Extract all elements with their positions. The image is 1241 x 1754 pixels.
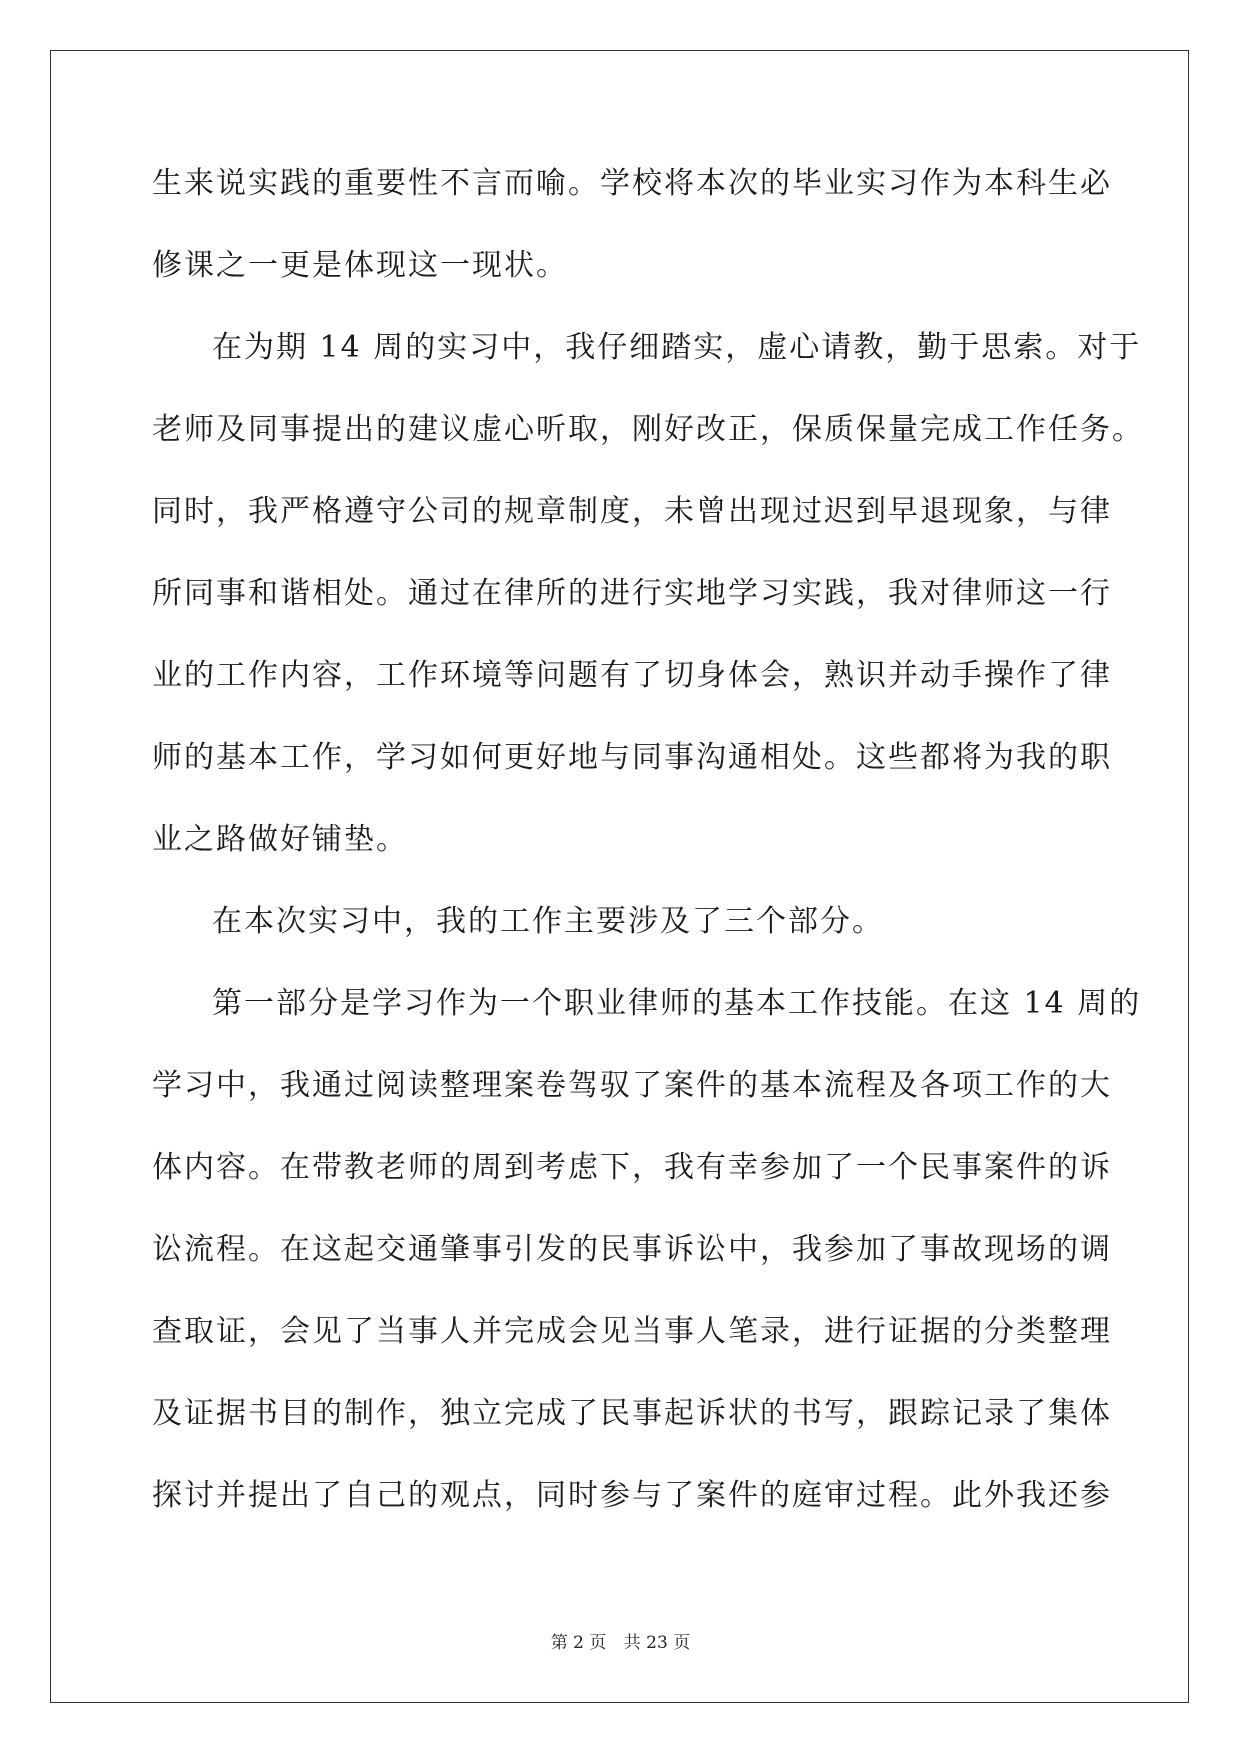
paragraph-start-line: 在为期 14 周的实习中，我仔细踏实，虚心请教，勤于思索。对于 [212,330,1142,365]
total-pages: 共 23 页 [623,1633,691,1653]
text-line: 修课之一更是体现这一现状。 [152,248,568,283]
document-body [152,164,1144,1558]
text-line: 老师及同事提出的建议虚心听取，刚好改正，保质保量完成工作任务。 [152,412,1144,447]
text-line: 讼流程。在这起交通肇事引发的民事诉讼中，我参加了事故现场的调 [152,1232,1112,1267]
paragraph-start-line: 在本次实习中，我的工作主要涉及了三个部分。 [212,904,884,939]
text-line: 业的工作内容，工作环境等问题有了切身体会，熟识并动手操作了律 [152,658,1112,693]
page-number: 第 2 页 [550,1633,607,1653]
text-line: 业之路做好铺垫。 [152,822,408,857]
page-footer [0,1628,1241,1653]
paragraph-start-line: 第一部分是学习作为一个职业律师的基本工作技能。在这 14 周的 [212,986,1142,1021]
text-line: 体内容。在带教老师的周到考虑下，我有幸参加了一个民事案件的诉 [152,1150,1112,1185]
text-line: 查取证，会见了当事人并完成会见当事人笔录，进行证据的分类整理 [152,1314,1112,1349]
text-line: 所同事和谐相处。通过在律所的进行实地学习实践，我对律师这一行 [152,576,1112,611]
text-line: 生来说实践的重要性不言而喻。学校将本次的毕业实习作为本科生必 [152,166,1112,201]
text-line: 学习中，我通过阅读整理案卷驾驭了案件的基本流程及各项工作的大 [152,1068,1112,1103]
text-line: 师的基本工作，学习如何更好地与同事沟通相处。这些都将为我的职 [152,740,1112,775]
text-line: 及证据书目的制作，独立完成了民事起诉状的书写，跟踪记录了集体 [152,1396,1112,1431]
text-line: 同时，我严格遵守公司的规章制度，未曾出现过迟到早退现象，与律 [152,494,1112,529]
text-line: 探讨并提出了自己的观点，同时参与了案件的庭审过程。此外我还参 [152,1478,1112,1513]
